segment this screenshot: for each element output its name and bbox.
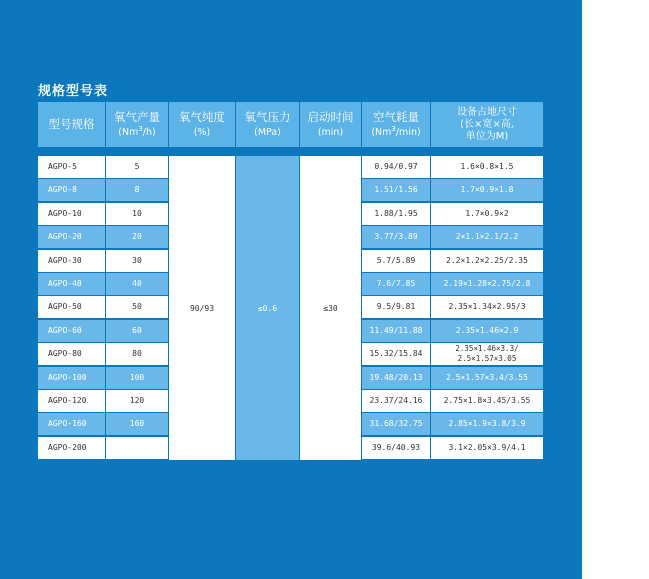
air-cell: 31.68/32.75 [362, 413, 430, 435]
output-cell: 20 [106, 226, 168, 248]
pressure-merged-cell [236, 156, 299, 460]
purity-value: 90/93 [189, 303, 215, 313]
size-cell: 2×1.1×2.1/2.2 [431, 226, 543, 248]
air-cell: 3.77/3.89 [362, 226, 430, 248]
header-size-line2: (长×宽×高, [460, 118, 514, 130]
header-size-line1: 设备占地尺寸 [457, 106, 517, 118]
air-cell: 9.5/9.81 [362, 296, 430, 318]
size-cell: 2.2×1.2×2.25/2.35 [431, 250, 543, 272]
air-cell: 5.7/5.89 [362, 250, 430, 272]
header-startup-label: 启动时间 [307, 109, 354, 124]
model-cell: AGPO-50 [38, 296, 105, 318]
air-cell: 39.6/40.93 [362, 437, 430, 459]
header-air-label: 空气耗量 [373, 109, 419, 124]
header-model [38, 102, 105, 147]
header-size [431, 102, 543, 147]
air-cell: 19.48/20.13 [362, 367, 430, 389]
size-cell: 2.19×1.28×2.75/2.8 [431, 273, 543, 295]
model-cell: AGPO-20 [38, 226, 105, 248]
output-cell: 5 [106, 156, 168, 178]
air-cell: 23.37/24.16 [362, 390, 430, 412]
air-cell: 15.32/15.84 [362, 343, 430, 365]
size-cell: 2.5×1.57×3.4/3.55 [431, 367, 543, 389]
header-startup-unit: (min) [317, 126, 344, 138]
model-cell: AGPO-8 [38, 179, 105, 201]
header-model-label: 型号规格 [48, 117, 95, 131]
header-startup [300, 102, 361, 147]
header-pressure-label: 氧气压力 [244, 109, 291, 124]
size-cell: 1.6×0.8×1.5 [431, 156, 543, 178]
header-size-line3: 单位为M) [465, 130, 509, 142]
header-purity [169, 102, 235, 147]
output-cell: 30 [106, 250, 168, 272]
size-line: 2.35×1.46×3.3/ [455, 344, 519, 353]
output-cell: 50 [106, 296, 168, 318]
startup-value: ≤30 [323, 303, 338, 313]
startup-merged-cell [300, 156, 361, 460]
model-cell: AGPO-5 [38, 156, 105, 178]
size-cell: 2.35×1.46×2.9 [431, 320, 543, 342]
air-cell: 1.51/1.56 [362, 179, 430, 201]
model-cell: AGPO-100 [38, 367, 105, 389]
model-cell: AGPO-30 [38, 250, 105, 272]
model-cell: AGPO-60 [38, 320, 105, 342]
model-cell: AGPO-40 [38, 273, 105, 295]
header-purity-unit: (%) [193, 126, 211, 138]
model-cell: AGPO-160 [38, 413, 105, 435]
header-pressure [236, 102, 299, 147]
pressure-value: ≤0.6 [257, 303, 278, 313]
output-cell: 100 [106, 367, 168, 389]
size-cell: 1.7×0.9×1.8 [431, 179, 543, 201]
air-cell: 0.94/0.97 [362, 156, 430, 178]
model-cell: AGPO-120 [38, 390, 105, 412]
header-purity-label: 氧气纯度 [179, 109, 225, 124]
size-line: 2.5×1.57×3.05 [457, 354, 517, 363]
model-cell: AGPO-200 [38, 437, 105, 459]
header-air [362, 102, 430, 147]
size-cell: 1.7×0.9×2 [431, 203, 543, 225]
page-title: 规格型号表 [38, 84, 109, 99]
output-cell: 120 [106, 390, 168, 412]
output-cell: 10 [106, 203, 168, 225]
air-cell: 11.49/11.88 [362, 320, 430, 342]
output-cell: 160 [106, 413, 168, 435]
size-cell: 2.75×1.8×3.45/3.55 [431, 390, 543, 412]
header-pressure-unit: (MPa) [254, 126, 281, 138]
output-cell: 80 [106, 343, 168, 365]
header-output [106, 102, 168, 147]
size-cell: 2.35×1.34×2.95/3 [431, 296, 543, 318]
air-cell: 7.6/7.85 [362, 273, 430, 295]
size-cell [431, 343, 543, 365]
air-cell: 1.88/1.95 [362, 203, 430, 225]
header-output-label: 氧气产量 [114, 109, 160, 124]
purity-merged-cell [169, 156, 235, 460]
output-cell [106, 437, 168, 459]
output-cell: 8 [106, 179, 168, 201]
output-cell: 60 [106, 320, 168, 342]
header-air-unit: (Nm$^3$/min) [371, 124, 421, 138]
model-cell: AGPO-80 [38, 343, 105, 365]
model-cell: AGPO-10 [38, 203, 105, 225]
size-cell: 3.1×2.05×3.9/4.1 [431, 437, 543, 459]
header-output-unit: (Nm$^3$/h) [118, 124, 156, 138]
size-cell: 2.85×1.9×3.8/3.9 [431, 413, 543, 435]
output-cell: 40 [106, 273, 168, 295]
